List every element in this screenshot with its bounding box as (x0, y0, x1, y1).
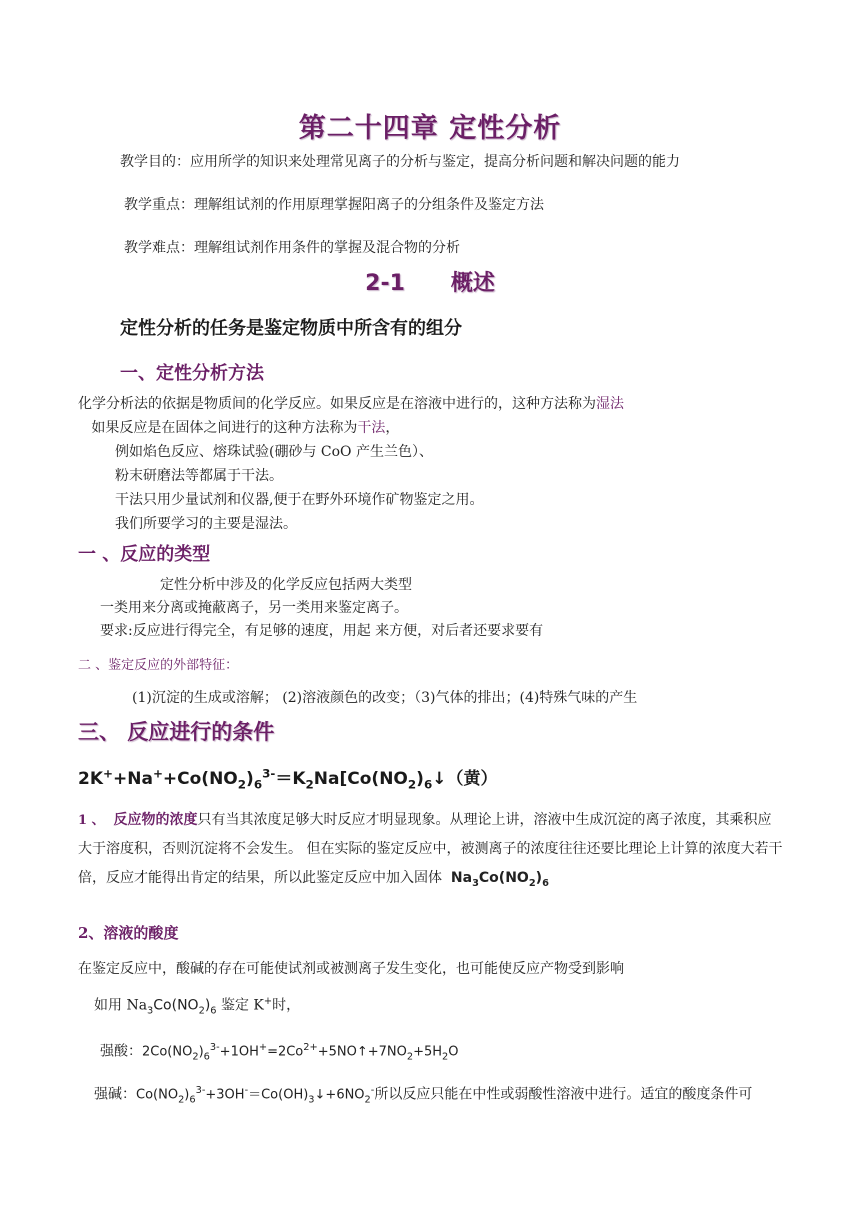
reaction-types-line-3: 要求:反应进行得完全，有足够的速度，用起 来方便，对后者还要求要有 (100, 623, 544, 639)
strong-base-equation: 强碱：$Co(NO_2)_6^{3-}+3OH^-=Co(OH)_3↓+6NO_2^-$所以反应只能在中性或弱酸性溶液中进行。适宜的酸度条件可 (94, 1085, 753, 1106)
method-line-4: 我们所要学习的主要是湿法。 (115, 516, 297, 532)
reaction-types-heading: 一 、反应的类型 (78, 544, 211, 565)
method-text-1: 化学分析法的依据是物质间的化学反应。如果反应是在溶液中进行的，这种方法称为 (78, 396, 596, 412)
acidity-paragraph: 在鉴定反应中，酸碱的存在可能使试剂或被测离子发生变化，也可能使反应产物受到影响 (78, 961, 624, 977)
example-line: 如用 $Na_3Co(NO_2)_6$ 鉴定 K+时， (94, 996, 301, 1017)
concentration-label: 反应物的浓度 (113, 812, 198, 828)
section-heading: 2-1 概述 (365, 271, 495, 296)
task-statement: 定性分析的任务是鉴定物质中所含有的组分 (120, 318, 462, 339)
reaction-types-line-1: 定性分析中涉及的化学反应包括两大类型 (160, 577, 412, 593)
dry-method-term: 干法 (357, 420, 386, 436)
concentration-number: 1 、 (78, 813, 105, 828)
main-equation: $2K^++Na^++Co(NO_2)_6^{3-}=K_2Na[Co(NO_2)_6↓$（黄） (78, 766, 498, 792)
teaching-focus: 教学重点：理解组试剂的作用原理掌握阳离子的分组条件及鉴定方法 (124, 197, 544, 213)
reaction-types-line-2: 一类用来分离或掩蔽离子，另一类用来鉴定离子。 (100, 600, 408, 616)
strong-acid-equation: 强酸：$2Co(NO_2)_6^{3-}+1OH^+=2Co^{2+}+5NO↑+7NO_2+5H_2O$ (100, 1042, 459, 1063)
wet-method-term: 湿法 (596, 396, 624, 412)
concentration-paragraph (78, 806, 784, 898)
method-heading: 一、定性分析方法 (120, 363, 264, 384)
method-line-1: 例如焰色反应、熔珠试验(硼砂与 CoO 产生兰色）、 (115, 444, 433, 460)
conditions-heading: 三、 反应进行的条件 (78, 719, 275, 744)
teaching-objective: 教学目的：应用所学的知识来处理常见离子的分析与鉴定，提高分析问题和解决问题的能力 (120, 154, 680, 170)
concentration-formula: $Na_3Co(NO_2)_6$ (450, 870, 549, 889)
method-line-3: 干法只用少量试剂和仪器,便于在野外环境作矿物鉴定之用。 (115, 492, 484, 508)
features-line: (1)沉淀的生成或溶解； (2)溶液颜色的改变；（3)气体的排出；(4)特殊气味的产生 (132, 690, 638, 706)
teaching-difficulty: 教学难点：理解组试剂作用条件的掌握及混合物的分析 (124, 240, 460, 256)
method-text-3: ， (385, 420, 400, 436)
method-text-2: 如果反应是在固体之间进行的这种方法称为 (78, 420, 358, 436)
acidity-heading: 2、溶液的酸度 (78, 924, 179, 942)
page-title: 第二十四章 定性分析 (298, 113, 562, 144)
method-line-2: 粉末研磨法等都属于干法。 (115, 468, 283, 484)
method-paragraph (78, 392, 784, 440)
concentration-text: 只有当其浓度足够大时反应才明显现象。从理论上讲，溶液中生成沉淀的离子浓度，其乘积应大于溶度积，否则沉淀将不会发生。 但在实际的鉴定反应中，被测离子的浓度往往还要比理论上计算的浓度大若干倍，反应才能得出肯定的结果，所以此鉴定反应中加入固体 (78, 812, 783, 886)
features-heading: 二 、鉴定反应的外部特征： (78, 658, 239, 673)
